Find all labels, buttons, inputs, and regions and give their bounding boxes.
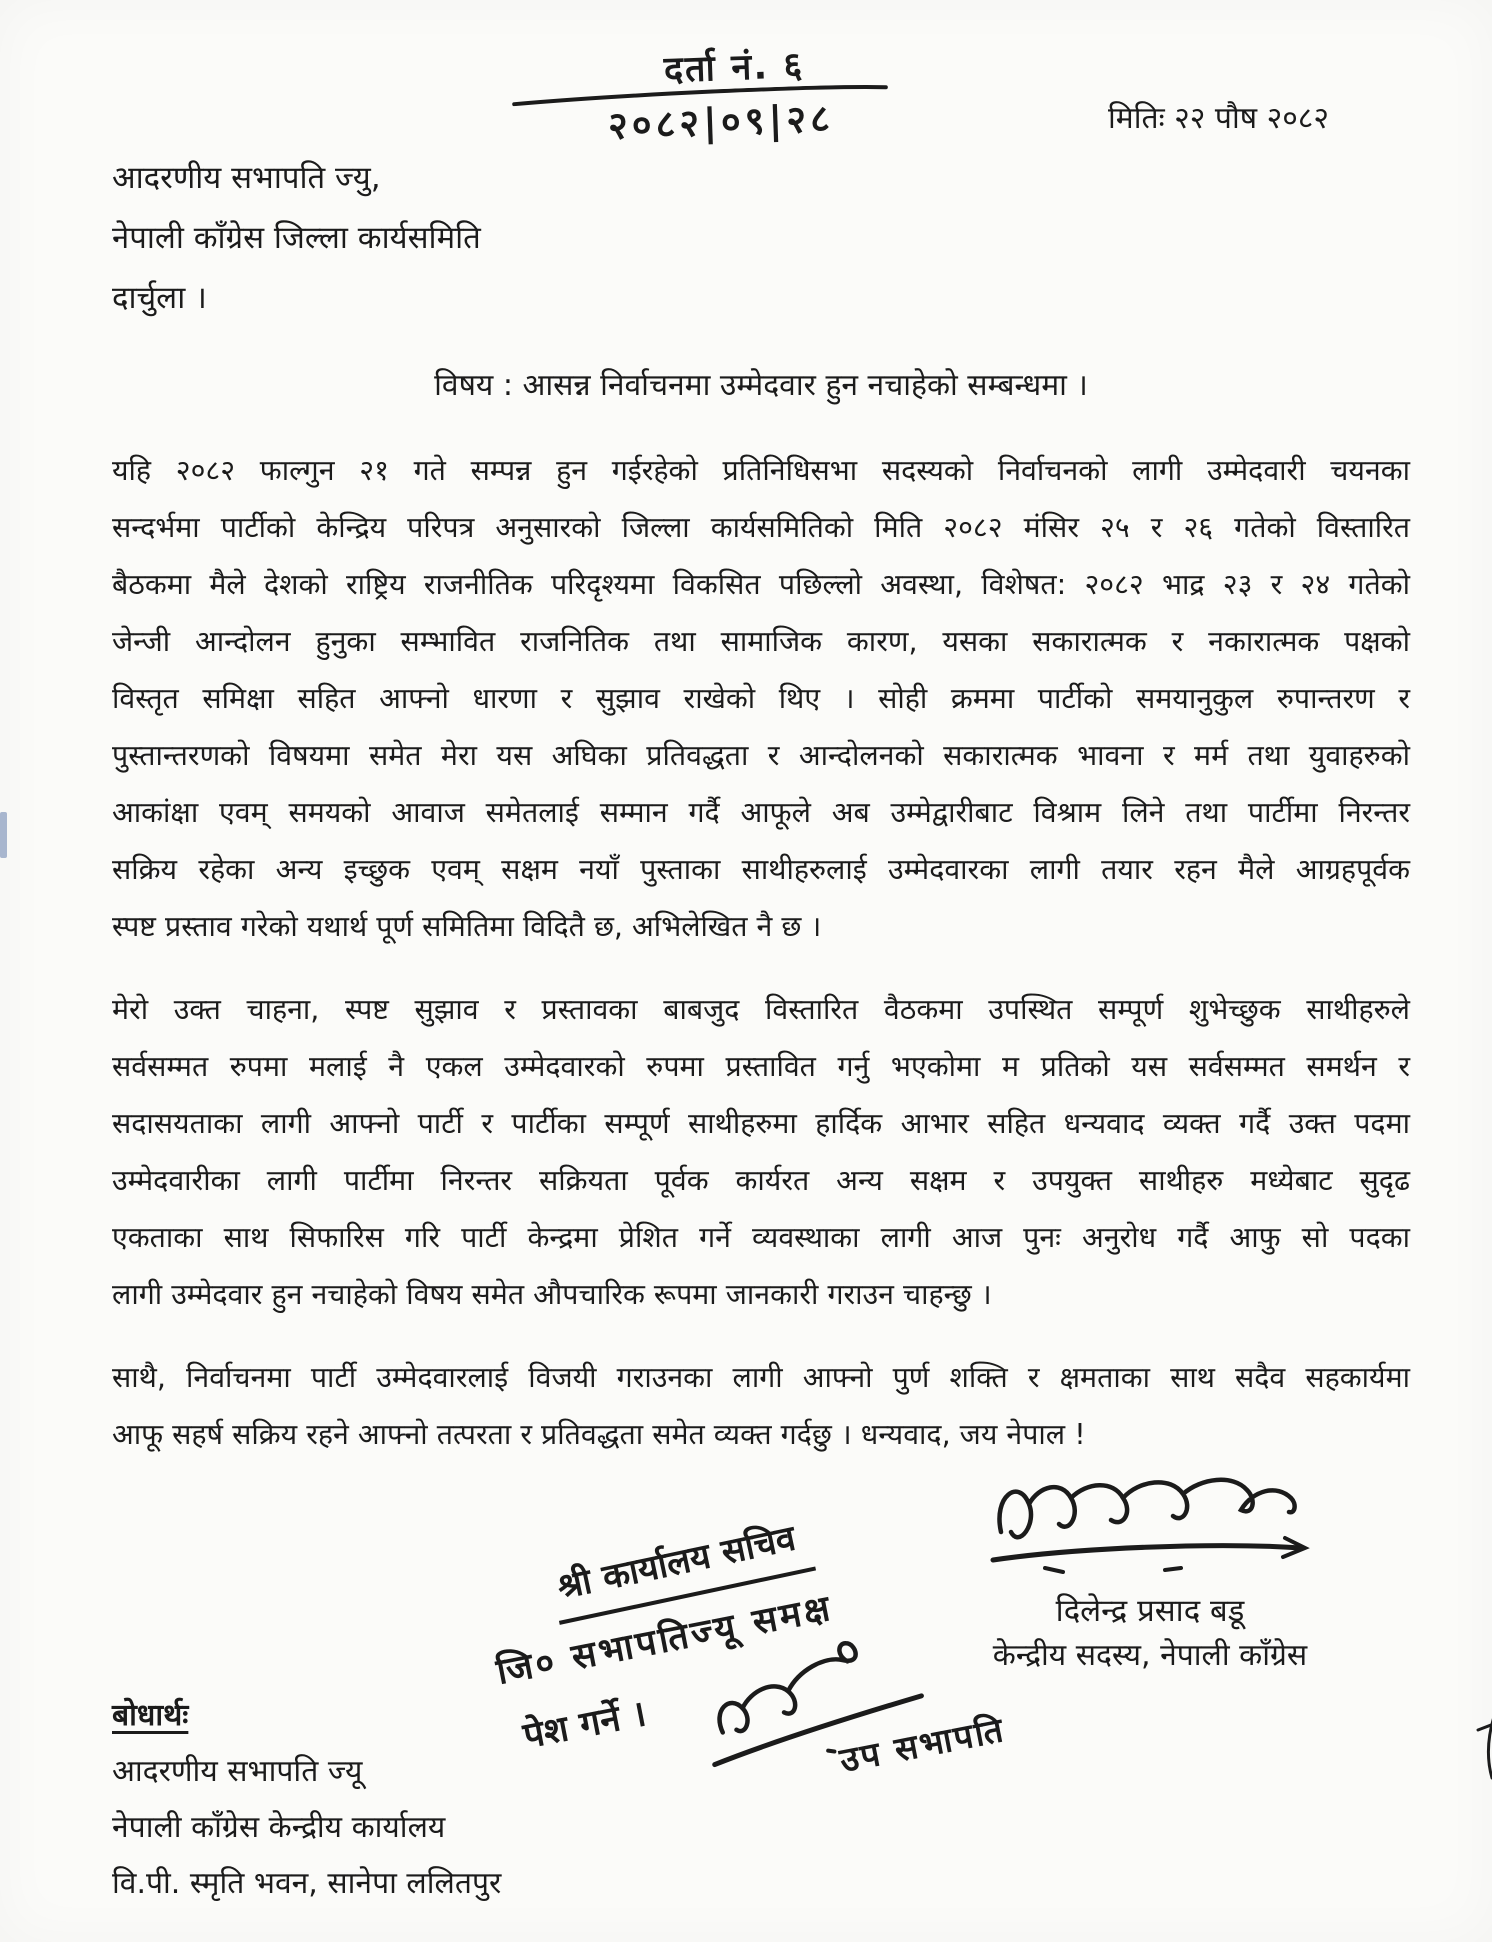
cc-heading: बोधार्थः xyxy=(112,1698,189,1733)
registration-date: २०८२|०९|२८ xyxy=(607,96,835,148)
annotation-instruction: जि० सभापतिज्यू समक्ष xyxy=(493,1587,837,1693)
cc-line: नेपाली काँग्रेस केन्द्रीय कार्यालय xyxy=(112,1810,446,1845)
paragraph-3: साथै, निर्वाचनमा पार्टी उम्मेदवारलाई विजयी गराउनका लागी आफ्नो पुर्ण शक्ति र क्षमताका साथ सदैव सहकार्यमा आफू सहर्ष सक्रिय रहने आफ्नो तत्परता र प्रतिवद्धता समेत व्यक्त गर्दछु । धन्यवाद, जय नेपाल ! xyxy=(112,1361,1410,1451)
letter-body xyxy=(112,148,1410,1463)
subject-line: विषय : आसन्न निर्वाचनमा उम्मेदवार हुन नचाहेको सम्बन्धमा । xyxy=(434,368,1088,403)
annotation-signatory-title: उप सभापति xyxy=(836,1710,1009,1782)
letter-date: मितिः २२ पौष २०८२ xyxy=(1108,101,1329,136)
annotation-instruction-2: पेश गर्ने । xyxy=(520,1693,650,1758)
scan-corner-stroke xyxy=(1476,1690,1492,1780)
registration-number: दर्ता नं. ६ xyxy=(663,45,805,91)
recipient-line: आदरणीय सभापति ज्यु, xyxy=(112,160,381,196)
recipient-address xyxy=(112,148,1410,328)
paragraph-1: यहि २०८२ फाल्गुन २१ गते सम्पन्न हुन गईरहेको प्रतिनिधिसभा सदस्यको निर्वाचनको लागी उम्मेदवारी चयनका सन्दर्भमा पार्टीको केन्द्रिय परिपत्र अनुसारको जिल्ला कार्यसमितिको मिति २०८२ मंसिर २५ र २६ गतेको विस्तारित बैठकमा मैले देशको राष्ट्रिय राजनीतिक परिदृश्यमा विकसित पछिल्लो अवस्था, विशेषत: २०८२ भाद्र २३ र २४ गतेको जेन्जी आन्दोलन हुनुका सम्भावित राजनितिक तथा सामाजिक कारण, यसका सकारात्मक र नकारात्मक पक्षको विस्तृत समिक्षा सहित आफ्नो धारणा र सुझाव राखेको थिए । सोही क्रममा पार्टीको समयानुकुल रुपान्तरण र पुस्तान्तरणको विषयमा समेत मेरा यस अघिका प्रतिवद्धता र आन्दोलनको सकारात्मक भावना र मर्म तथा युवाहरुको आकांक्षा एवम् समयको आवाज समेतलाई सम्मान गर्दै आफूले अब उम्मेद्वारीबाट विश्राम लिने तथा पार्टीमा निरन्तर सक्रिय रहेका अन्य इच्छुक एवम् सक्षम नयाँ पुस्ताका साथीहरुलाई उम्मेदवारका लागी तयार रहन मैले आग्रहपूर्वक स्पष्ट प्रस्ताव गरेको यथार्थ पूर्ण समितिमा विदितै छ, अभिलेखित नै छ । xyxy=(112,454,1410,943)
cc-block xyxy=(112,1688,501,1912)
scan-edge-mark xyxy=(0,812,7,858)
signatory-title: केन्द्रीय सदस्य, नेपाली काँग्रेस xyxy=(992,1638,1308,1673)
paragraph-2: मेरो उक्त चाहना, स्पष्ट सुझाव र प्रस्तावका बाबजुद विस्तारित वैठकमा उपस्थित सम्पूर्ण शुभेच्छुक साथीहरुले सर्वसम्मत रुपमा मलाई नै एकल उम्मेदवारको रुपमा प्रस्तावित गर्नु भएकोमा म प्रतिको यस सर्वसम्मत समर्थन र सदासयताका लागी आफ्नो पार्टी र पार्टीका सम्पूर्ण साथीहरुमा हार्दिक आभार सहित धन्यवाद व्यक्त गर्दै उक्त पदमा उम्मेदवारीका लागी पार्टीमा निरन्तर सक्रियता पूर्वक कार्यरत अन्य सक्षम र उपयुक्त साथीहरु मध्येबाट सुदृढ एकताका साथ सिफारिस गरि पार्टी केन्द्रमा प्रेशित गर्ने व्यवस्थाका लागी आज पुनः अनुरोध गर्दै आफु सो पदका लागी उम्मेदवार हुन नचाहेको विषय समेत औपचारिक रूपमा जानकारी गराउन चाहन्छु । xyxy=(112,993,1410,1311)
registration-note xyxy=(518,35,921,154)
annotation-addressee: श्री कार्यालय सचिव xyxy=(547,1511,816,1625)
cc-line: आदरणीय सभापति ज्यू xyxy=(112,1754,363,1789)
recipient-line: दार्चुला । xyxy=(112,280,207,316)
cc-line: वि.पी. स्मृति भवन, सानेपा ललितपुर xyxy=(112,1866,502,1901)
signatory-name: दिलेन्द्र प्रसाद बडू xyxy=(1055,1593,1245,1629)
recipient-line: नेपाली काँग्रेस जिल्ला कार्यसमिति xyxy=(112,220,481,256)
handwritten-annotation xyxy=(478,1454,1171,1910)
